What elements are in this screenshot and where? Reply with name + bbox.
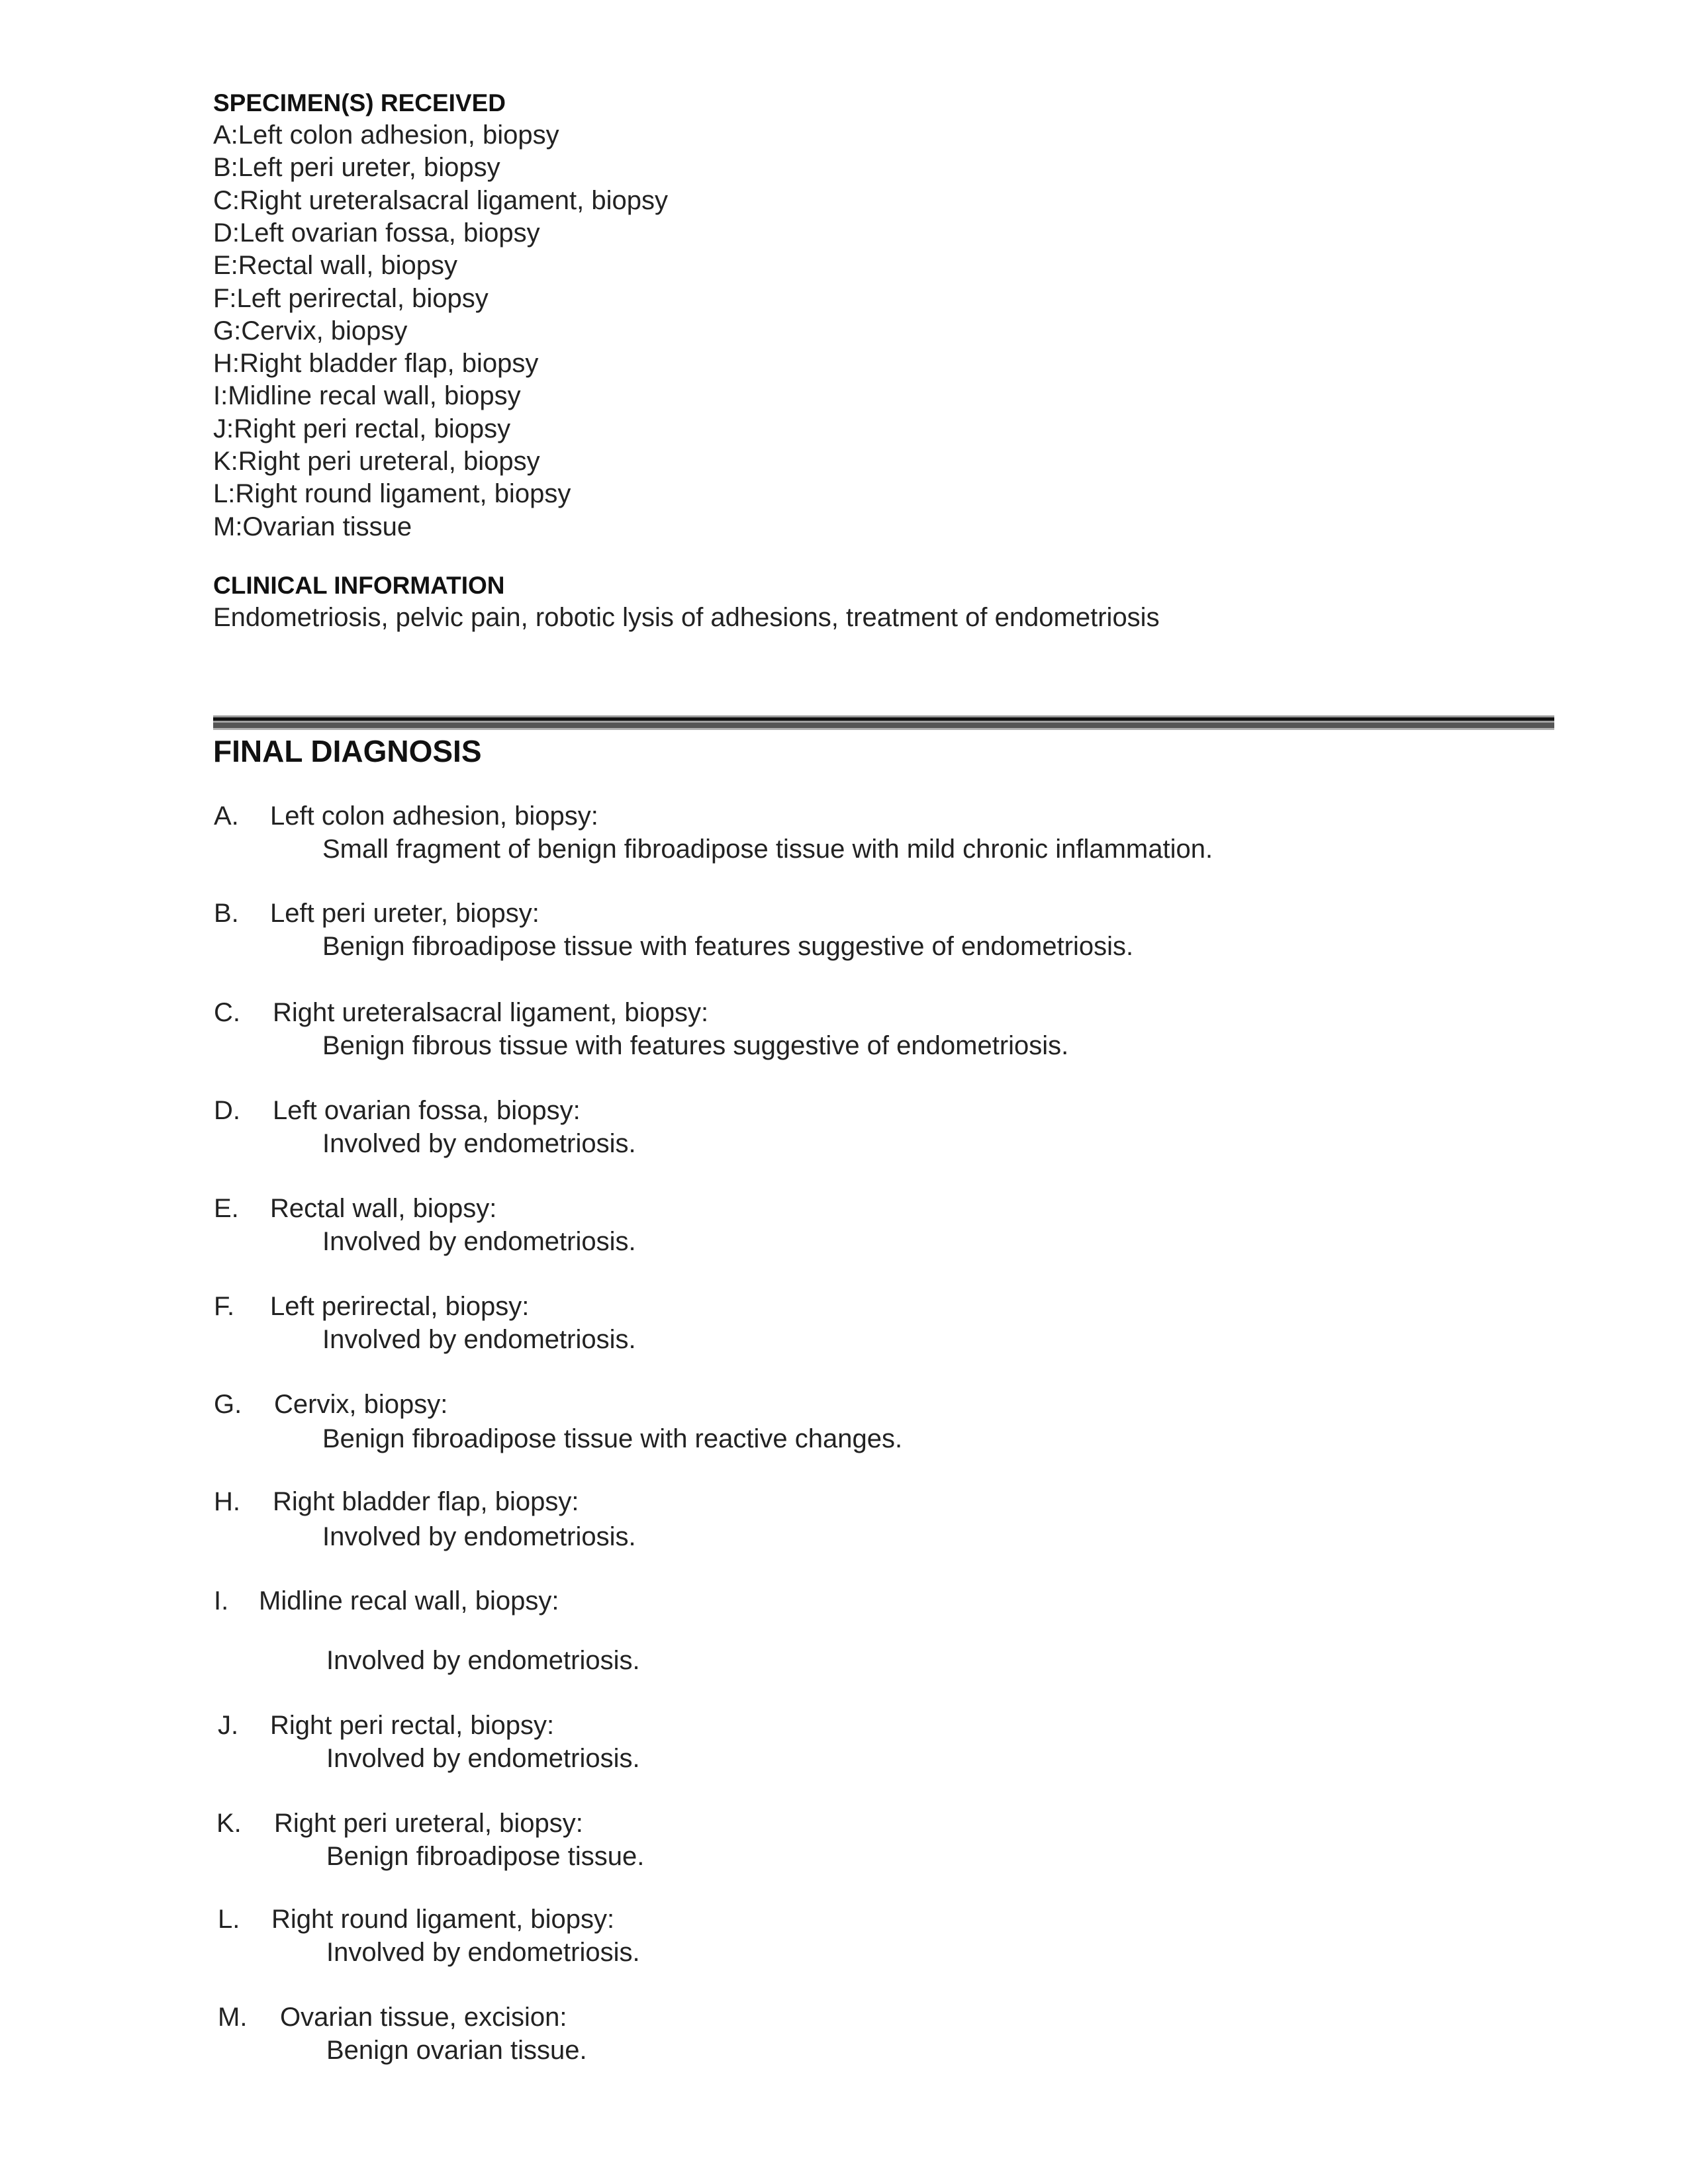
diagnosis-finding: Involved by endometriosis.	[326, 1938, 640, 1967]
diagnosis-finding: Benign fibroadipose tissue with reactive changes.	[322, 1424, 903, 1453]
diagnosis-finding: Benign fibroadipose tissue with features suggestive of endometriosis.	[322, 932, 1134, 961]
final-diagnosis-heading: FINAL DIAGNOSIS	[213, 734, 482, 768]
specimen-item: F:Left perirectal, biopsy	[213, 283, 489, 313]
diagnosis-label: G.	[214, 1390, 242, 1419]
diagnosis-finding: Benign fibroadipose tissue.	[326, 1842, 645, 1871]
diagnosis-label: J.	[218, 1711, 239, 1740]
diagnosis-label: C.	[214, 998, 240, 1027]
diagnosis-label: A.	[214, 801, 239, 831]
diagnosis-finding: Benign fibrous tissue with features suggestive of endometriosis.	[322, 1031, 1069, 1060]
diagnosis-site: Right peri rectal, biopsy:	[270, 1711, 555, 1740]
diagnosis-site: Right bladder flap, biopsy:	[273, 1487, 579, 1516]
diagnosis-finding: Involved by endometriosis.	[326, 1744, 640, 1773]
specimen-item: G:Cervix, biopsy	[213, 316, 408, 345]
specimens-heading: SPECIMEN(S) RECEIVED	[213, 89, 506, 116]
diagnosis-site: Rectal wall, biopsy:	[270, 1194, 497, 1223]
diagnosis-site: Left peri ureter, biopsy:	[270, 899, 539, 928]
diagnosis-site: Midline recal wall, biopsy:	[259, 1586, 559, 1615]
clinical-heading: CLINICAL INFORMATION	[213, 572, 505, 599]
specimen-item: C:Right ureteralsacral ligament, biopsy	[213, 185, 668, 215]
section-divider	[213, 715, 1554, 730]
diagnosis-site: Left ovarian fossa, biopsy:	[273, 1096, 581, 1125]
diagnosis-finding: Involved by endometriosis.	[322, 1522, 636, 1551]
diagnosis-site: Right ureteralsacral ligament, biopsy:	[273, 998, 709, 1027]
diagnosis-label: L.	[218, 1905, 240, 1934]
diagnosis-label: E.	[214, 1194, 239, 1223]
diagnosis-finding: Involved by endometriosis.	[322, 1227, 636, 1256]
diagnosis-site: Right round ligament, biopsy:	[271, 1905, 615, 1934]
specimen-item: B:Left peri ureter, biopsy	[213, 153, 500, 183]
diagnosis-label: D.	[214, 1096, 240, 1125]
diagnosis-finding: Involved by endometriosis.	[326, 1646, 640, 1675]
diagnosis-label: B.	[214, 899, 239, 928]
specimen-item: L:Right round ligament, biopsy	[213, 479, 571, 509]
diagnosis-site: Left perirectal, biopsy:	[270, 1292, 530, 1321]
diagnosis-site: Right peri ureteral, biopsy:	[274, 1809, 583, 1838]
diagnosis-label: M.	[218, 2003, 248, 2032]
diagnosis-label: H.	[214, 1487, 240, 1516]
specimen-item: I:Midline recal wall, biopsy	[213, 381, 521, 411]
specimen-item: K:Right peri ureteral, biopsy	[213, 447, 540, 476]
diagnosis-finding: Involved by endometriosis.	[322, 1129, 636, 1158]
diagnosis-label: K.	[216, 1809, 242, 1838]
diagnosis-finding: Involved by endometriosis.	[322, 1325, 636, 1354]
specimen-item: E:Rectal wall, biopsy	[213, 251, 458, 281]
diagnosis-finding: Small fragment of benign fibroadipose tissue with mild chronic inflammation.	[322, 835, 1213, 864]
specimen-item: H:Right bladder flap, biopsy	[213, 349, 539, 379]
diagnosis-finding: Benign ovarian tissue.	[326, 2036, 587, 2065]
specimen-item: D:Left ovarian fossa, biopsy	[213, 218, 540, 248]
diagnosis-label: I.	[214, 1586, 229, 1615]
clinical-text: Endometriosis, pelvic pain, robotic lysis of adhesions, treatment of endometriosis	[213, 603, 1160, 632]
specimen-item: M:Ovarian tissue	[213, 512, 412, 541]
diagnosis-site: Left colon adhesion, biopsy:	[270, 801, 598, 831]
diagnosis-site: Cervix, biopsy:	[274, 1390, 448, 1419]
specimen-item: A:Left colon adhesion, biopsy	[213, 120, 559, 150]
diagnosis-site: Ovarian tissue, excision:	[280, 2003, 567, 2032]
specimen-item: J:Right peri rectal, biopsy	[213, 414, 511, 443]
diagnosis-label: F.	[214, 1292, 235, 1321]
